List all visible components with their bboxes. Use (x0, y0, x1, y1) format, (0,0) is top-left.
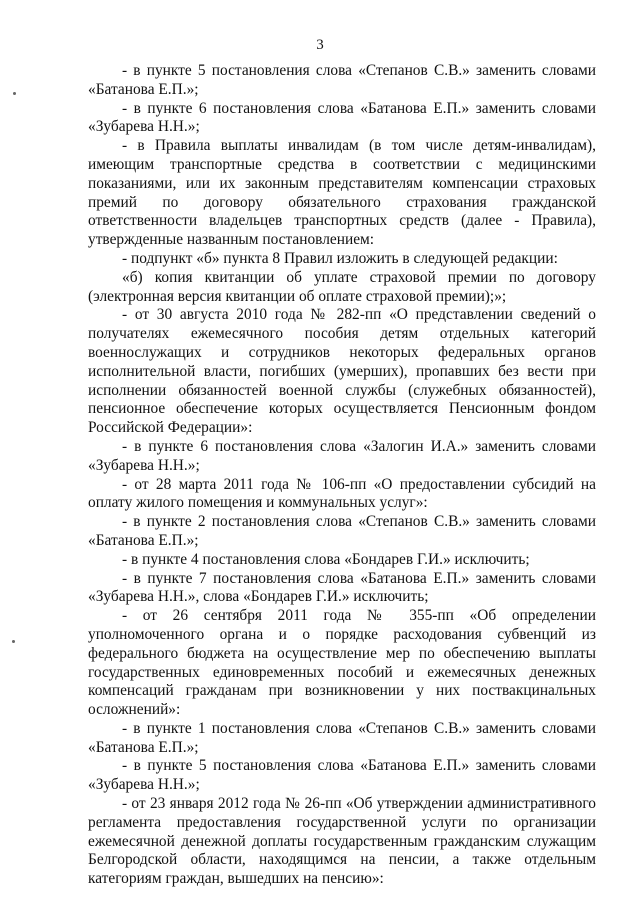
paragraph: - в Правила выплаты инвалидам (в том числе детям-инвалидам), имеющим транспортные средства в соответствии с медицинскими показаниями, или их законным представителям компенсации страховых премий по договору обязательного страхования гражданской ответственности владельцев транспортных средств (далее - Правила), утвержденные названным постановлением: (88, 137, 596, 249)
page-number: 3 (316, 37, 324, 53)
paragraph: - в пункте 1 постановления слова «Степанов С.В.» заменить словами «Батанова Е.П.»; (88, 719, 596, 756)
paragraph: - от 23 января 2012 года № 26-пп «Об утверждении административного регламента предоставления государственной услуги по организации ежемесячной денежной доплаты государственным гражданским служащим Белгородской области, находящимся на пенсии, а также отдельным категориям граждан, вышедших на пенсию»: (88, 795, 596, 888)
paragraph: - от 26 сентября 2011 года № 355-пп «Об определении уполномоченного органа и о порядке расходования субвенций из федерального бюджета на осуществление мер по обеспечению выплаты государственных единовременных пособий и ежемесячных денежных компенсаций гражданам при возникновении у них поствакцинальных осложнений»: (88, 607, 596, 719)
paragraph: «б) копия квитанции об уплате страховой премии по договору (электронная версия квитанции об оплате страховой премии);»; (88, 268, 596, 305)
scan-speck (12, 640, 15, 643)
scan-speck (13, 92, 16, 95)
paragraph: - от 30 августа 2010 года № 282-пп «О представлении сведений о получателях ежемесячного пособия детям отдельных категорий военнослужащих и сотрудников некоторых федеральных органов исполнительной власти, погибших (умерших), пропавших без вести при исполнении обязанностей военной службы (служебных обязанностей), пенсионное обеспечение которых осуществляется Пенсионным фондом Российской Федерации»: (88, 306, 596, 437)
paragraph: - в пункте 4 постановления слова «Бондарев Г.И.» исключить; (122, 550, 530, 568)
paragraph: - подпункт «б» пункта 8 Правил изложить в следующей редакции: (122, 249, 558, 267)
paragraph: - в пункте 6 постановления слова «Залогин И.А.» заменить словами «Зубарева Н.Н.»; (88, 437, 596, 474)
paragraph: - в пункте 7 постановления слова «Батанова Е.П.» заменить словами «Зубарева Н.Н.», слова «Бондарев Г.И.» исключить; (88, 569, 596, 606)
paragraph: - в пункте 2 постановления слова «Степанов С.В.» заменить словами «Батанова Е.П.»; (88, 513, 596, 549)
document-body (88, 62, 596, 889)
paragraph: - в пункте 5 постановления слова «Степанов С.В.» заменить словами «Батанова Е.П.»; (88, 62, 596, 98)
paragraph: - от 28 марта 2011 года № 106-пп «О предоставлении субсидий на оплату жилого помещения и коммунальных услуг»: (88, 475, 596, 512)
paragraph: - в пункте 5 постановления слова «Батанова Е.П.» заменить словами «Зубарева Н.Н.»; (88, 757, 596, 794)
paragraph: - в пункте 6 постановления слова «Батанова Е.П.» заменить словами «Зубарева Н.Н.»; (88, 99, 596, 136)
